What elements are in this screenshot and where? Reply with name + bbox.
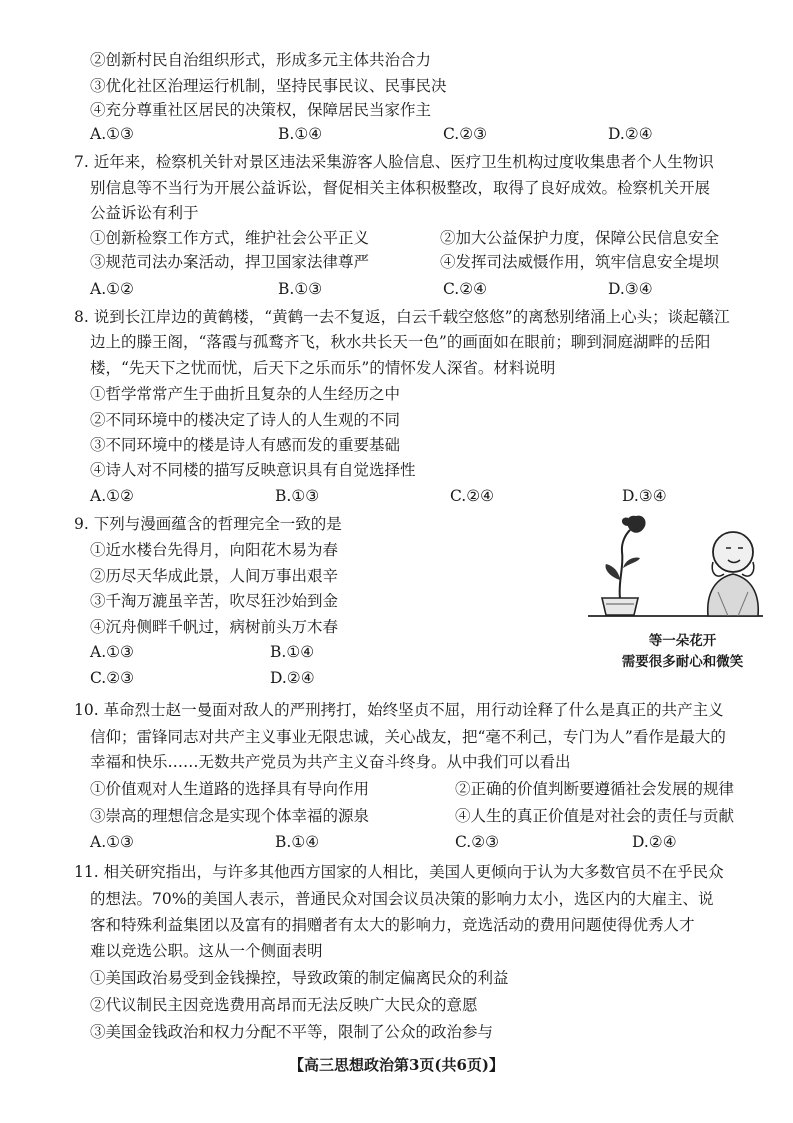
q9-item-2: ②历尽天华成此景，人间万事出艰辛	[90, 567, 339, 585]
q7-choice-a: A.①②	[90, 280, 134, 298]
q9-choice-d: D.②④	[270, 669, 315, 687]
q10-item-1: ①价值观对人生道路的选择具有导向作用	[90, 780, 370, 798]
q10-item-4: ④人生的真正价值是对社会的责任与贡献	[455, 807, 735, 825]
cartoon-caption-2: 需要很多耐心和微笑	[621, 654, 744, 670]
q8-choice-a: A.①②	[90, 487, 134, 505]
q10-choice-a: A.①③	[90, 833, 134, 851]
q11-item-3: ③美国金钱政治和权力分配不平等，限制了公众的政治参与	[90, 1023, 494, 1041]
q10-item-3: ③崇高的理想信念是实现个体幸福的源泉	[90, 807, 370, 825]
q8-stem-1: 8. 说到长江岸边的黄鹤楼，“黄鹤一去不复返，白云千载空悠悠”的离愁别绪涌上心头；谈起赣江	[74, 308, 730, 326]
q6-choice-b: B.①④	[278, 125, 323, 143]
q7-stem-2: 别信息等不当行为开展公益诉讼，督促相关主体积极整改，取得了良好成效。检察机关开展	[90, 179, 711, 197]
q10-stem-3: 幸福和快乐……无数共产党员为共产主义奋斗终身。从中我们可以看出	[90, 753, 571, 771]
cartoon-caption-1: 等一朵花开	[648, 633, 717, 649]
q7-choice-b: B.①③	[278, 280, 323, 298]
q8-item-4: ④诗人对不同楼的描写反映意识具有自觉选择性	[90, 461, 416, 479]
q7-item-1: ①创新检察工作方式，维护社会公平正义	[90, 229, 370, 247]
q6-item-2: ②创新村民自治组织形式，形成多元主体共治合力	[90, 51, 432, 69]
q11-item-1: ①美国政治易受到金钱操控，导致政策的制定偏离民众的利益	[90, 969, 509, 987]
q7-item-4: ④发挥司法威慑作用，筑牢信息安全堤坝	[440, 253, 720, 271]
q9-item-1: ①近水楼台先得月，向阳花木易为春	[90, 541, 339, 559]
q8-item-3: ③不同环境中的楼是诗人有感而发的重要基础	[90, 436, 401, 454]
q7-item-2: ②加大公益保护力度，保障公民信息安全	[440, 229, 720, 247]
q6-item-3: ③优化社区治理运行机制，坚持民事民议、民事民决	[90, 77, 447, 95]
q8-choice-b: B.①③	[275, 487, 320, 505]
q6-choice-a: A.①③	[90, 125, 134, 143]
q6-choice-c: C.②③	[443, 125, 488, 143]
q8-item-1: ①哲学常常产生于曲折且复杂的人生经历之中	[90, 385, 401, 403]
q8-item-2: ②不同环境中的楼决定了诗人的人生观的不同	[90, 411, 401, 429]
q9-choice-c: C.②③	[90, 669, 135, 687]
q11-stem-1: 11. 相关研究指出，与许多其他西方国家的人相比，美国人更倾向于认为大多数官员不在乎民众	[74, 863, 724, 881]
q9-choice-b: B.①④	[270, 643, 315, 661]
q7-item-3: ③规范司法办案活动，捍卫国家法律尊严	[90, 253, 370, 271]
q8-stem-2: 边上的滕王阁，“落霞与孤鹜齐飞，秋水共长天一色”的画面如在眼前；聊到洞庭湖畔的岳阳	[90, 333, 711, 351]
q8-stem-3: 楼，“先天下之忧而忧，后天下之乐而乐”的情怀发人深省。材料说明	[90, 359, 556, 377]
page-footer: 【高三思想政治第3页(共6页)】	[288, 1056, 505, 1074]
q10-stem-2: 信仰；雷锋同志对共产主义事业无限忠诚，关心战友，把“毫不利己，专门为人”看作是最大的	[90, 728, 726, 746]
q9-item-4: ④沉舟侧畔千帆过，病树前头万木春	[90, 618, 339, 636]
q10-item-2: ②正确的价值判断要遵循社会发展的规律	[455, 780, 735, 798]
q9-choice-a: A.①③	[90, 643, 134, 661]
q7-choice-c: C.②④	[443, 280, 488, 298]
q8-choice-c: C.②④	[450, 487, 495, 505]
q10-choice-d: D.②④	[632, 833, 677, 851]
q11-stem-4: 难以竞选公职。这从一个侧面表明	[90, 942, 323, 960]
q7-stem-1: 7. 近年来，检察机关针对景区违法采集游客人脸信息、医疗卫生机构过度收集患者个人生物识	[74, 153, 714, 171]
q11-stem-2: 的想法。70%的美国人表示，普通民众对国会议员决策的影响力太小，选区内的大雇主、说	[90, 890, 714, 908]
q7-stem-3: 公益诉讼有利于	[90, 204, 199, 222]
q10-stem-1: 10. 革命烈士赵一曼面对敌人的严刑拷打，始终坚贞不屈，用行动诠释了什么是真正的共产主义	[74, 701, 724, 719]
q7-choice-d: D.③④	[608, 280, 653, 298]
q9-stem: 9. 下列与漫画蕴含的哲理完全一致的是	[74, 515, 342, 533]
q11-item-2: ②代议制民主因竞选费用高昂而无法反映广大民众的意愿	[90, 996, 478, 1014]
q6-choice-d: D.②④	[608, 125, 653, 143]
q9-item-3: ③千淘万漉虽辛苦，吹尽狂沙始到金	[90, 592, 339, 610]
q6-item-4: ④充分尊重社区居民的决策权，保障居民当家作主	[90, 101, 432, 119]
q11-stem-3: 客和特殊利益集团以及富有的捐赠者有太大的影响力，竞选活动的费用问题使得优秀人才	[90, 916, 695, 934]
q10-choice-c: C.②③	[455, 833, 500, 851]
q10-choice-b: B.①④	[275, 833, 320, 851]
q8-choice-d: D.③④	[622, 487, 667, 505]
